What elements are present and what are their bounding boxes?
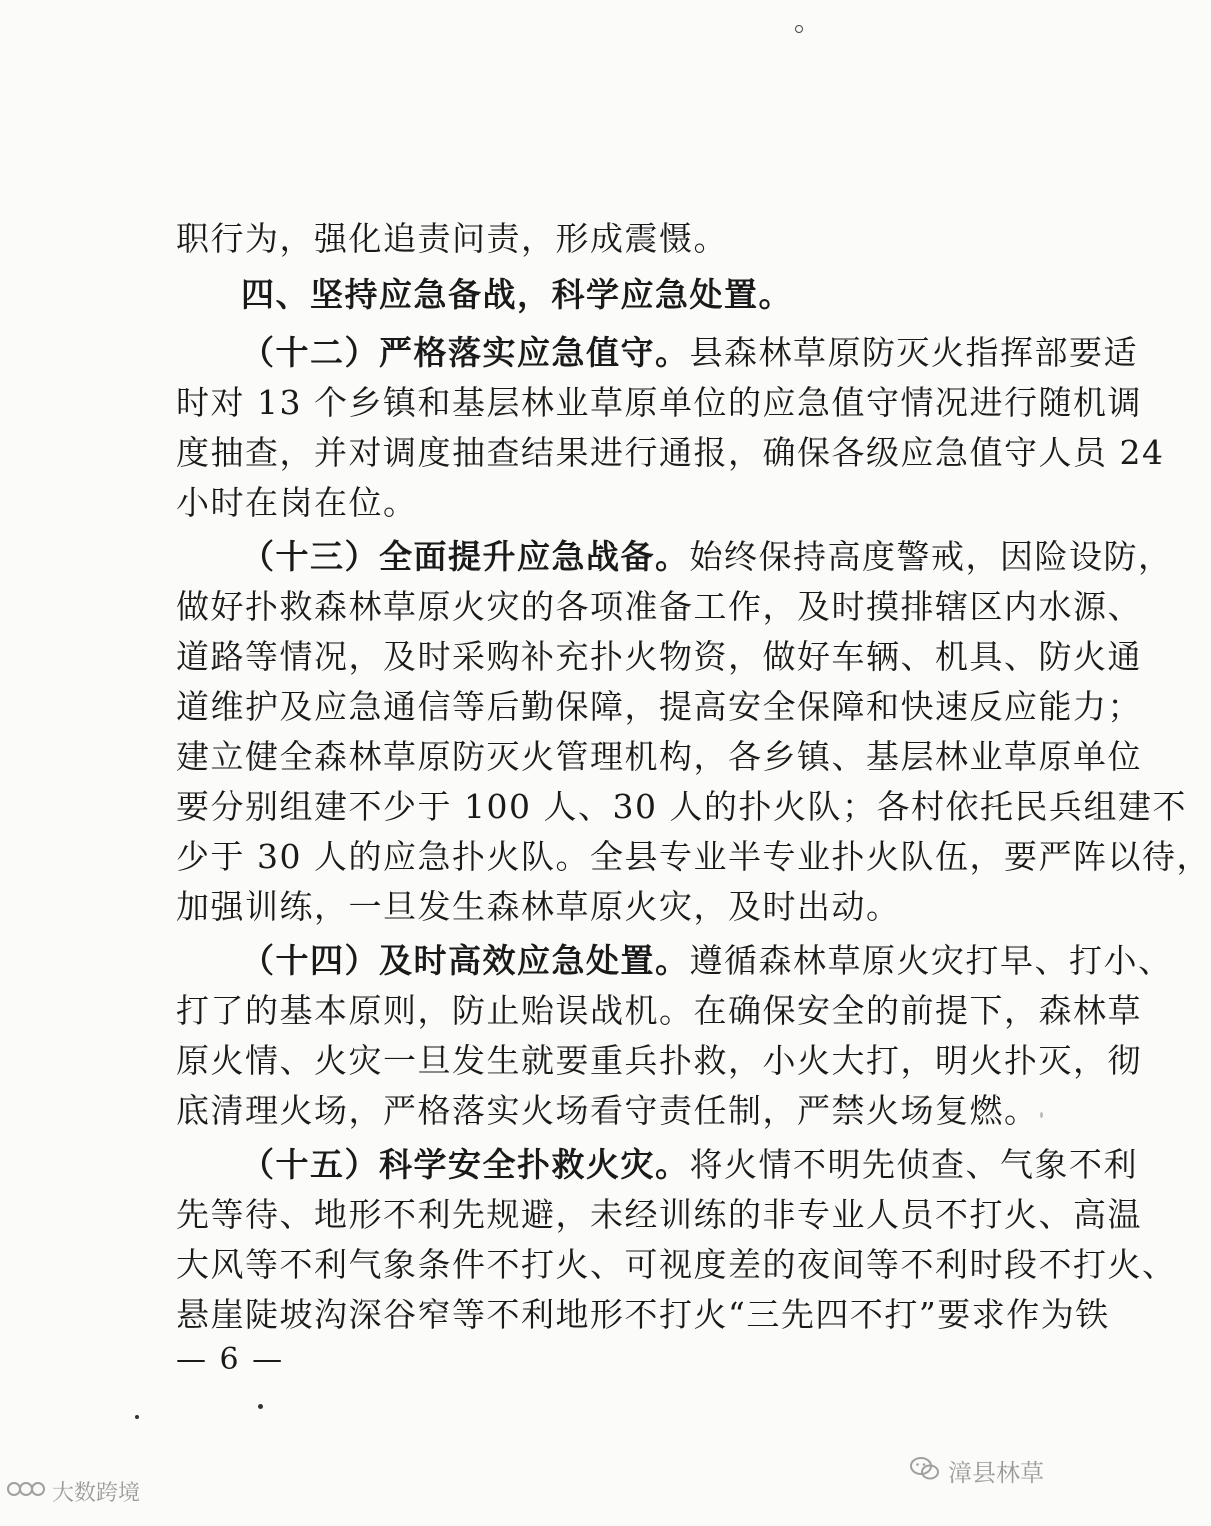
paragraph-15-line-3: 大风等不利气象条件不打火、可视度差的夜间等不利时段不打火、 (176, 1245, 1177, 1284)
paragraph-13-line-4: 道维护及应急通信等后勤保障，提高安全保障和快速反应能力； (176, 687, 1142, 726)
paragraph-14-line-2: 打了的基本原则，防止贻误战机。在确保安全的前提下，森林草 (176, 991, 1142, 1030)
paragraph-13-title: （十三）全面提升应急战备。 (241, 537, 690, 576)
paragraph-14-line-3: 原火情、火灾一旦发生就要重兵扑救，小火大打，明火扑灭，彻 (176, 1041, 1142, 1080)
page-number: — 6 — (176, 1342, 285, 1377)
scan-speck (135, 1415, 139, 1419)
paragraph-14-line-4: 底清理火场，严格落实火场看守责任制，严禁火场复燃。 (176, 1091, 1039, 1130)
paragraph-13-line-3: 道路等情况，及时采购补充扑火物资，做好车辆、机具、防火通 (176, 637, 1142, 676)
text-line-1: 职行为，强化追责问责，形成震慑。 (176, 219, 728, 258)
scan-speck (258, 1404, 263, 1409)
paragraph-13-line-5: 建立健全森林草原防灭火管理机构，各乡镇、基层林业草原单位 (176, 737, 1142, 776)
wechat-icon (910, 1456, 940, 1489)
paragraph-13-line-1: （十三）全面提升应急战备。始终保持高度警戒，因险设防， (241, 537, 1173, 576)
paragraph-13-line-8: 加强训练，一旦发生森林草原火灾，及时出动。 (176, 887, 901, 926)
paragraph-14-title: （十四）及时高效应急处置。 (241, 941, 690, 980)
paragraph-12-title: （十二）严格落实应急值守。 (241, 333, 690, 372)
paragraph-14-line-1: （十四）及时高效应急处置。遵循森林草原火灾打早、打小、 (241, 941, 1173, 980)
watermark-account-name: 漳县林草 (948, 1458, 1044, 1487)
watermark-source (6, 1478, 140, 1509)
paragraph-13-line-7: 少于 30 人的应急扑火队。全县专业半专业扑火队伍，要严阵以待， (176, 837, 1211, 876)
paragraph-12-line-4: 小时在岗在位。 (176, 483, 418, 522)
scan-speck (1040, 1112, 1043, 1118)
paragraph-13-line-2: 做好扑救森林草原火灾的各项准备工作，及时摸排辖区内水源、 (176, 587, 1142, 626)
paragraph-15-line-4: 悬崖陡坡沟深谷窄等不利地形不打火“三先四不打”要求作为铁 (176, 1295, 1110, 1334)
paragraph-13-line-6: 要分别组建不少于 100 人、30 人的扑火队；各村依托民兵组建不 (176, 787, 1187, 826)
paragraph-15-line-2: 先等待、地形不利先规避，未经训练的非专业人员不打火、高温 (176, 1195, 1142, 1234)
source-logo-icon (6, 1478, 46, 1509)
section-heading-4: 四、坚持应急备战，科学应急处置。 (241, 275, 793, 314)
paragraph-15-line-1: （十五）科学安全扑救火灾。将火情不明先侦查、气象不利 (241, 1145, 1138, 1184)
paragraph-12-line-1: （十二）严格落实应急值守。县森林草原防灭火指挥部要适 (241, 333, 1138, 372)
paragraph-12-line-2: 时对 13 个乡镇和基层林业草原单位的应急值守情况进行随机调 (176, 383, 1142, 422)
watermark-source-name: 大数跨境 (52, 1480, 141, 1506)
watermark-wechat (910, 1456, 1044, 1489)
scan-speck (795, 25, 803, 33)
paragraph-12-line-3: 度抽查，并对调度抽查结果进行通报，确保各级应急值守人员 24 (176, 433, 1165, 472)
paragraph-15-title: （十五）科学安全扑救火灾。 (241, 1145, 690, 1184)
